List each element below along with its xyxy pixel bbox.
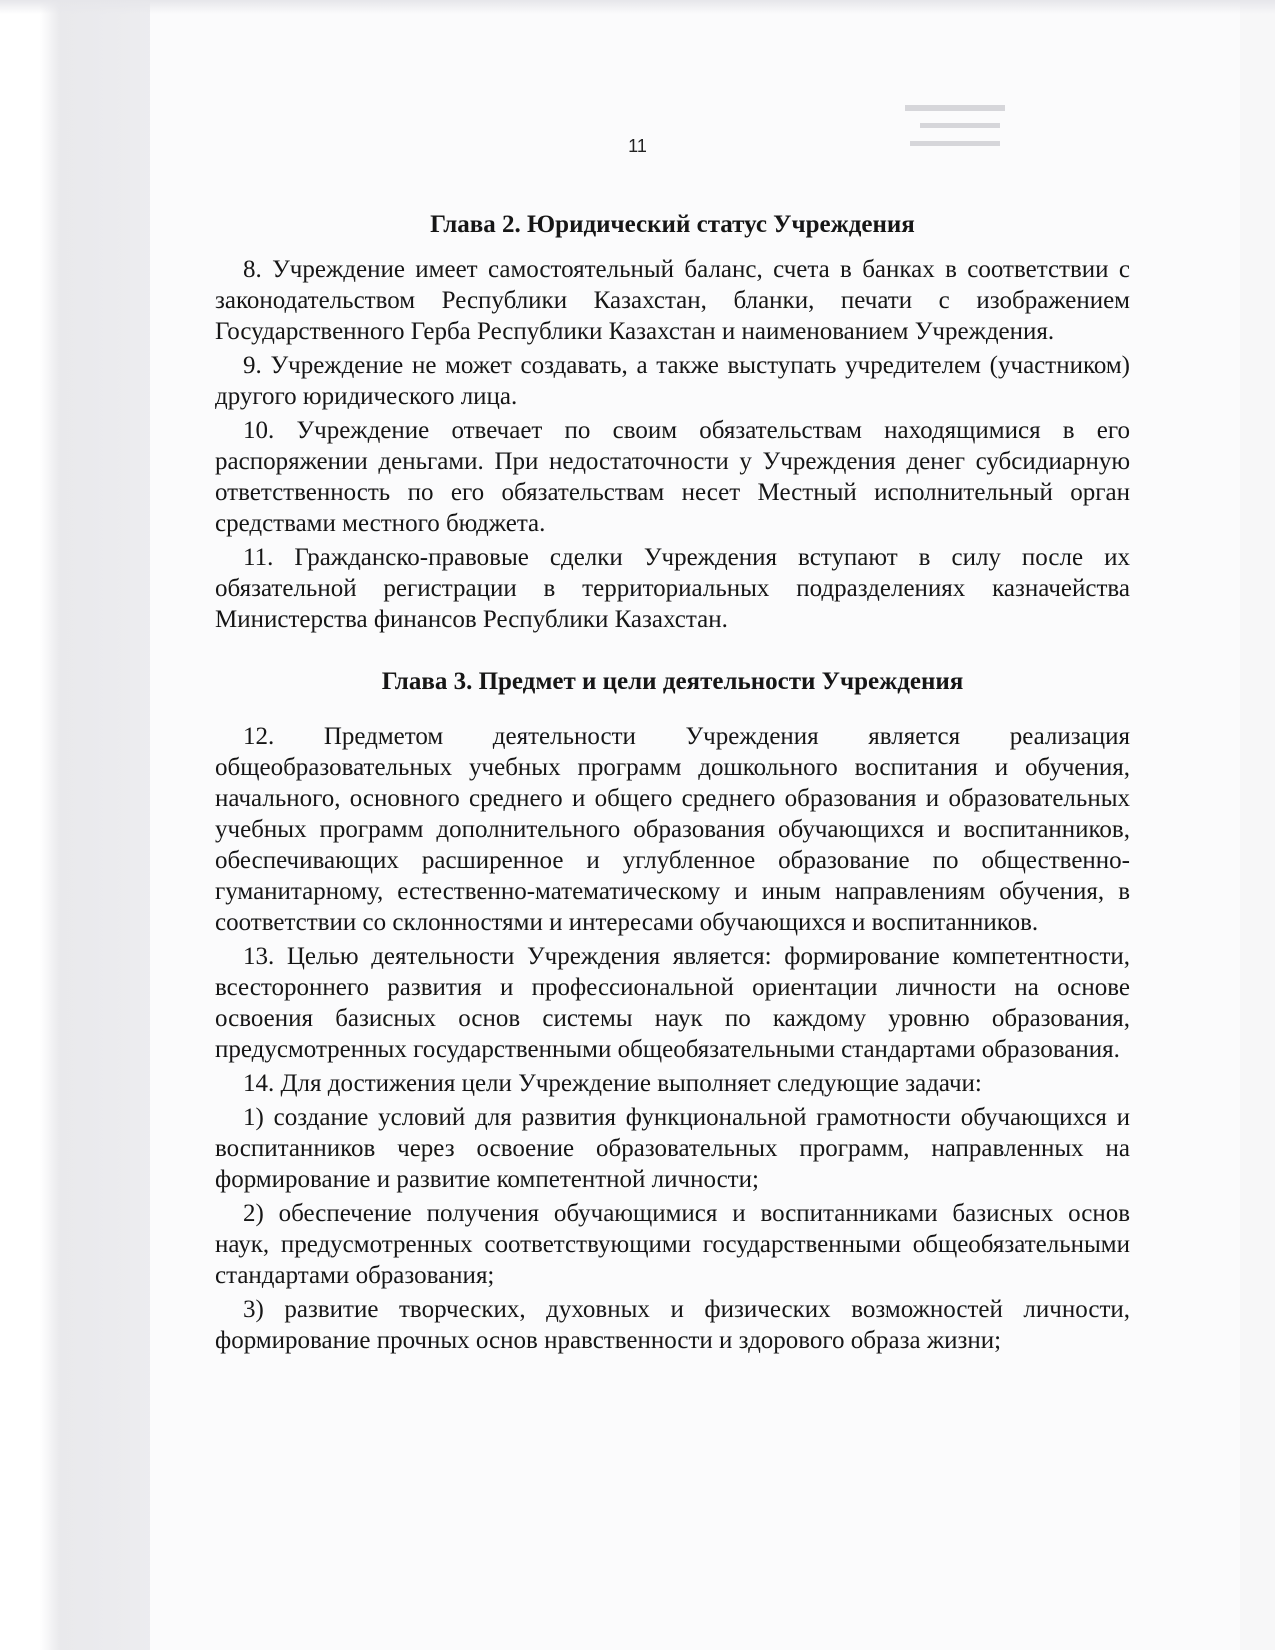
paragraph-14: 14. Для достижения цели Учреждение выполняет следующие задачи: (243, 1070, 982, 1097)
paragraph-9: 9. Учреждение не может создавать, а также выступать учредителем (участником) другого юридического лица. (215, 352, 1130, 410)
chapter-3-title: Глава 3. Предмет и цели деятельности Учреждения (381, 668, 964, 695)
scan-top-edge (0, 0, 1275, 14)
paragraph-8: 8. Учреждение имеет самостоятельный баланс, счета в банках в соответствии с законодательством Республики Казахстан, бланки, печати с изображением Государственного Герба Республики Казахстан и наименованием Учреждения. (215, 256, 1130, 345)
paragraph-12: 12. Предметом деятельности Учреждения является реализация общеобразовательных учебных программ дошкольного воспитания и обучения, начального, основного среднего и общего среднего образования и образовательных учебных программ дополнительного образования обучающихся и воспитанников, обеспечивающих расширенное и углубленное образование по общественно-гуманитарному, естественно-математическому и иным направлениям обучения, в соответствии со склонностями и интересами обучающихся и воспитанников. (215, 723, 1130, 936)
page-number: 11 (628, 136, 647, 156)
paragraph-11: 11. Гражданско-правовые сделки Учреждения вступают в силу после их обязательной регистрации в территориальных подразделениях казначейства Министерства финансов Республики Казахстан. (215, 544, 1130, 633)
chapter-2-title: Глава 2. Юридический статус Учреждения (430, 211, 915, 238)
task-item-3: 3) развитие творческих, духовных и физических возможностей личности, формирование прочных основ нравственности и здорового образа жизни; (215, 1296, 1130, 1354)
paragraph-10: 10. Учреждение отвечает по своим обязательствам находящимися в его распоряжении деньгами. При недостаточности у Учреждения денег субсидиарную ответственность по его обязательствам несет Местный исполнительный орган средствами местного бюджета. (215, 417, 1130, 537)
paragraph-13: 13. Целью деятельности Учреждения является: формирование компетентности, всестороннего развития и профессиональной ориентации личности на основе освоения базисных основ системы наук по каждому уровню образования, предусмотренных государственными общеобязательными стандартами образования. (215, 943, 1130, 1063)
document-body (215, 208, 1130, 1359)
task-item-1: 1) создание условий для развития функциональной грамотности обучающихся и воспитанников через освоение образовательных программ, направленных на формирование и развитие компетентной личности; (215, 1104, 1130, 1193)
task-item-2: 2) обеспечение получения обучающимися и воспитанниками базисных основ наук, предусмотренных соответствующими государственными общеобязательными стандартами образования; (215, 1200, 1130, 1289)
